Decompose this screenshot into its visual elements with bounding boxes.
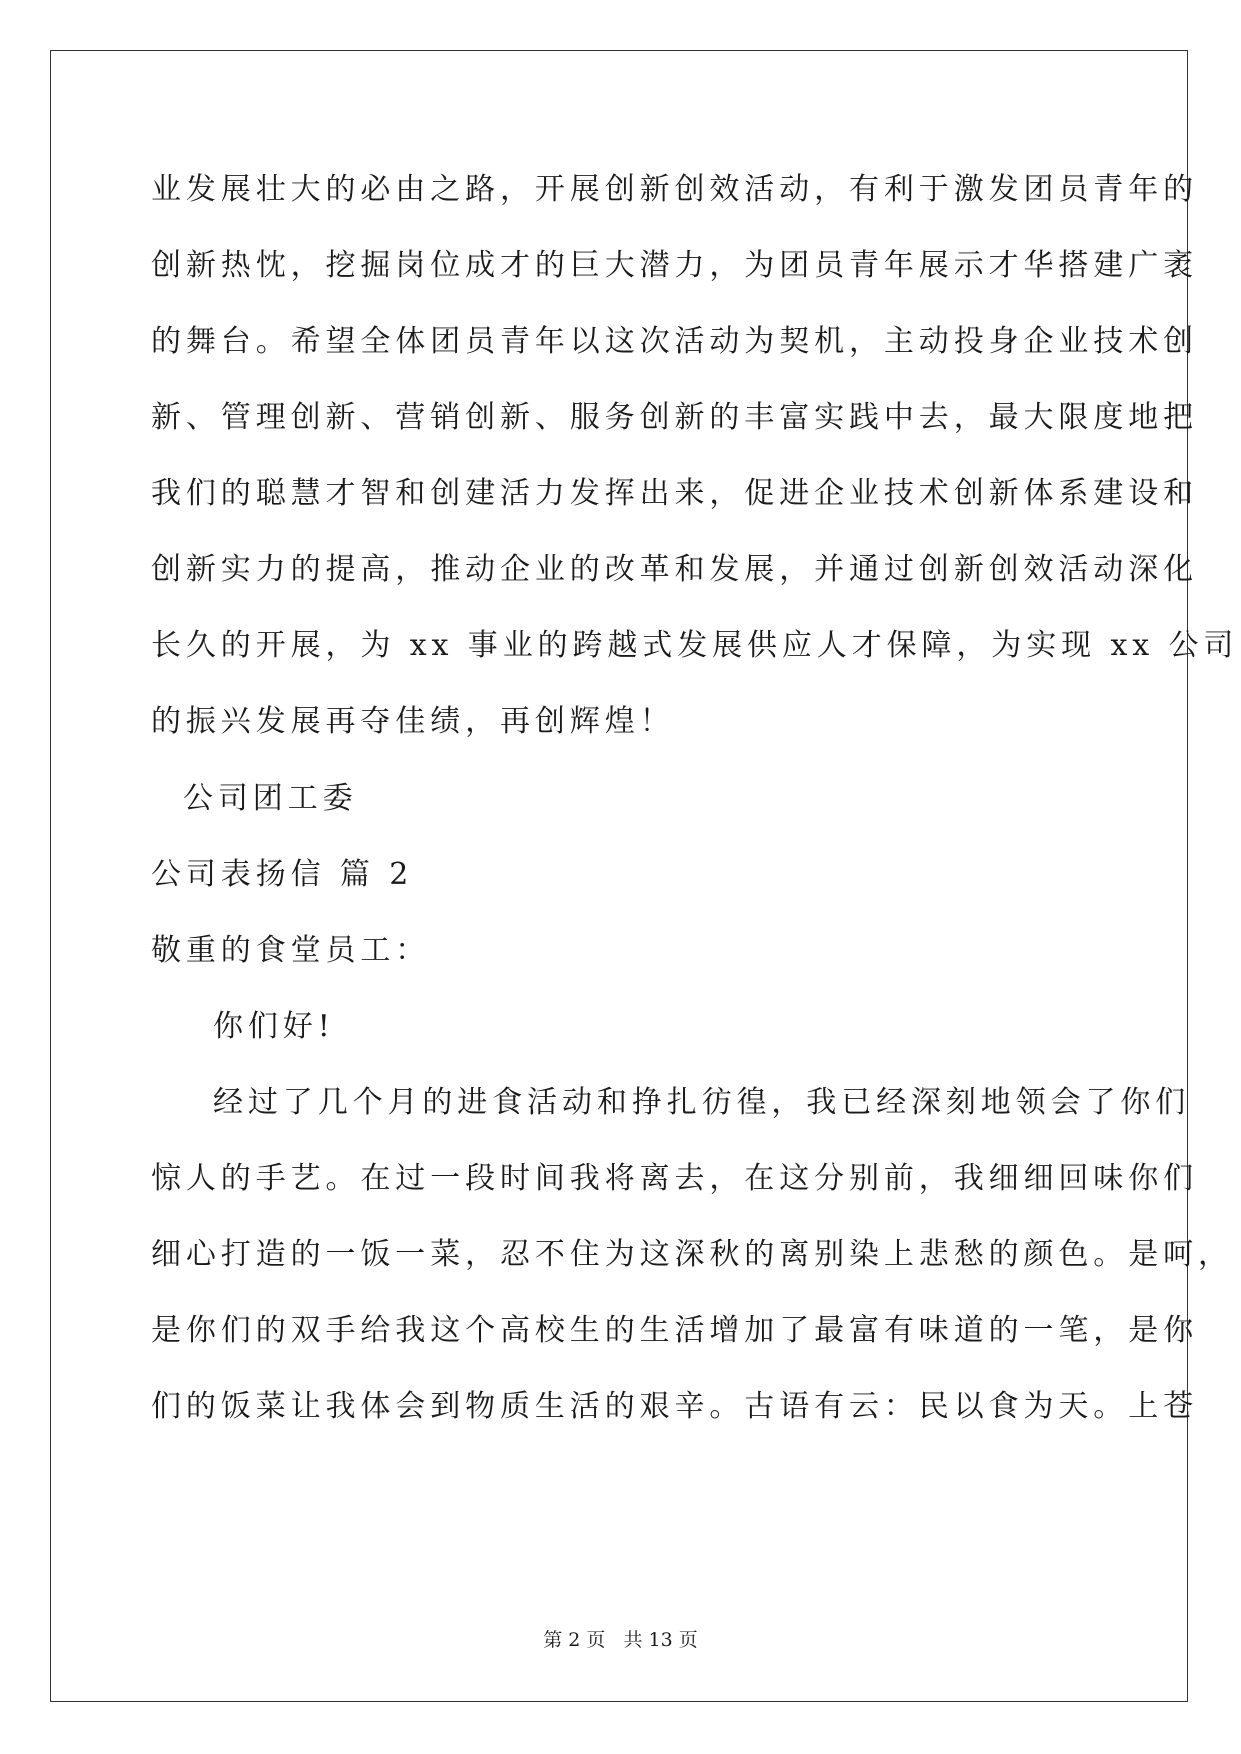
- greeting: 你们好!: [213, 1009, 335, 1044]
- body-text-line: 创新实力的提高，推动企业的改革和发展，并通过创新创效活动深化: [151, 552, 1198, 587]
- signature-line: 公司团工委: [183, 781, 358, 816]
- body-text-line: 的振兴发展再夺佳绩，再创辉煌！: [151, 704, 675, 739]
- body-text-line: 新、管理创新、营销创新、服务创新的丰富实践中去，最大限度地把: [151, 400, 1198, 435]
- body-text-line: 经过了几个月的进食活动和挣扎彷徨，我已经深刻地领会了你们: [213, 1085, 1191, 1120]
- body-text-line: 业发展壮大的必由之路，开展创新创效活动，有利于激发团员青年的: [151, 172, 1198, 207]
- body-text-line: 的舞台。希望全体团员青年以这次活动为契机，主动投身企业技术创: [151, 324, 1198, 359]
- body-text-line: 长久的开展，为 xx 事业的跨越式发展供应人才保障，为实现 xx 公司: [151, 628, 1239, 663]
- body-text-line: 是你们的双手给我这个高校生的生活增加了最富有味道的一笔，是你: [151, 1313, 1198, 1348]
- body-text-line: 惊人的手艺。在过一段时间我将离去，在这分别前，我细细回味你们: [151, 1161, 1198, 1196]
- body-text-line: 创新热忱，挖掘岗位成才的巨大潜力，为团员青年展示才华搭建广袤: [151, 248, 1198, 283]
- body-text-line: 细心打造的一饭一菜，忍不住为这深秋的离别染上悲愁的颜色。是呵，: [151, 1237, 1233, 1272]
- salutation: 敬重的食堂员工：: [151, 933, 431, 968]
- page-footer: 第 2 页 共 13 页: [543, 1629, 698, 1651]
- body-text-line: 我们的聪慧才智和创建活力发挥出来，促进企业技术创新体系建设和: [151, 476, 1198, 511]
- section-heading: 公司表扬信 篇 2: [151, 857, 414, 892]
- body-text-line: 们的饭菜让我体会到物质生活的艰辛。古语有云：民以食为天。上苍: [151, 1389, 1198, 1424]
